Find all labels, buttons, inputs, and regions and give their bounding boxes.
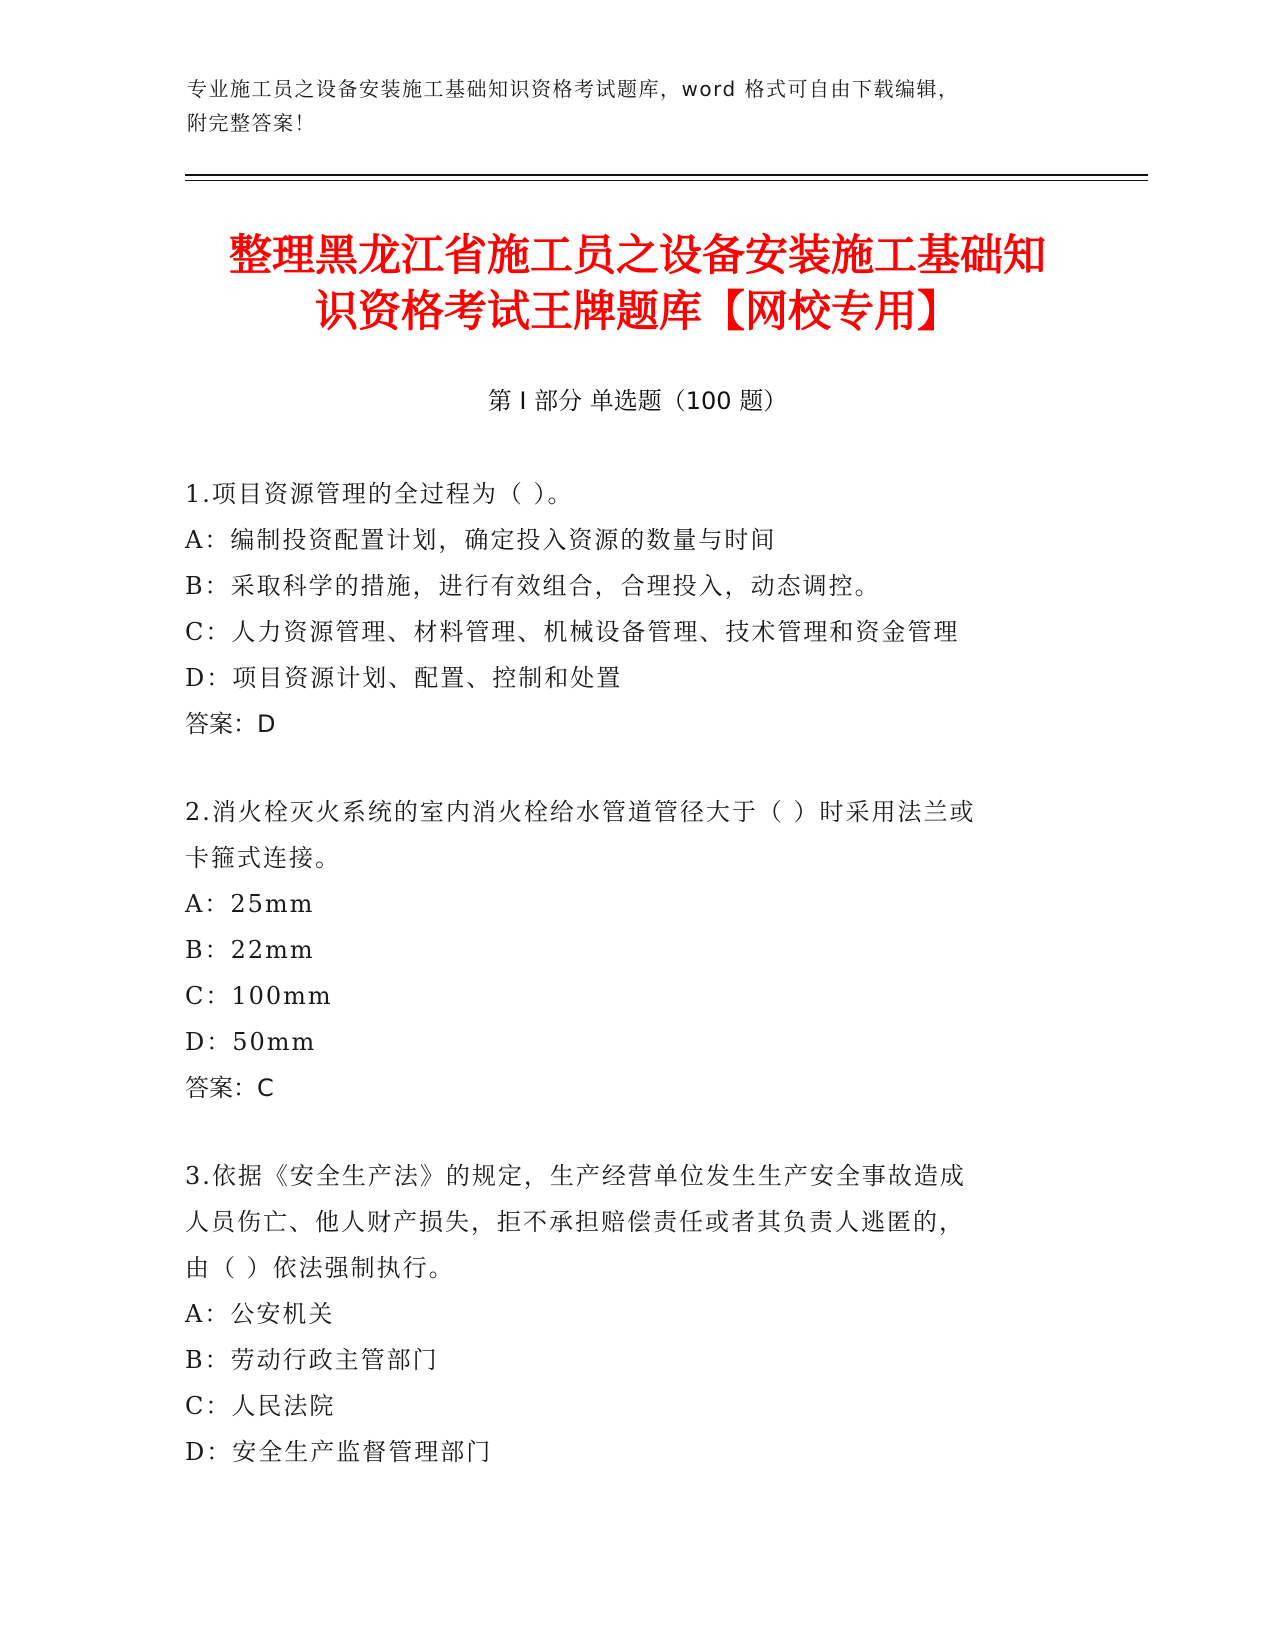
option-d: D：50mm <box>185 1028 317 1056</box>
question-3 <box>185 1153 1085 1475</box>
question-stem-continued: 人员伤亡、他人财产损失，拒不承担赔偿责任或者其负责人逃匿的， <box>185 1208 965 1236</box>
option-d: D：安全生产监督管理部门 <box>185 1438 493 1466</box>
header-note <box>187 72 1087 140</box>
option-a: A：编制投资配置计划，确定投入资源的数量与时间 <box>185 526 777 554</box>
answer-label: 答案：D <box>185 710 276 738</box>
option-b: B：22mm <box>185 936 315 964</box>
option-a: A：25mm <box>185 890 315 918</box>
option-c: C：人力资源管理、材料管理、机械设备管理、技术管理和资金管理 <box>185 618 960 646</box>
header-note-line-1: 专业施工员之设备安装施工基础知识资格考试题库，word 格式可自由下载编辑， <box>187 77 960 101</box>
header-divider-thick <box>185 174 1148 176</box>
question-stem: 2.消火栓灭火系统的室内消火栓给水管道管径大于（ ）时采用法兰或 <box>185 798 976 826</box>
document-title-line-2: 识资格考试王牌题库【网校专用】 <box>315 287 960 337</box>
option-b: B：劳动行政主管部门 <box>185 1346 439 1374</box>
question-stem-continued: 卡箍式连接。 <box>185 844 341 872</box>
question-stem-continued: 由（ ）依法强制执行。 <box>185 1254 455 1282</box>
document-title <box>60 228 1215 340</box>
question-stem: 3.依据《安全生产法》的规定，生产经营单位发生生产安全事故造成 <box>185 1162 966 1190</box>
section-title: 第 I 部分 单选题（100 题） <box>487 387 788 415</box>
question-2 <box>185 789 1085 1111</box>
question-stem: 1.项目资源管理的全过程为（ ）。 <box>185 480 574 508</box>
header-divider-thin <box>185 180 1148 181</box>
question-1 <box>185 471 1085 747</box>
option-c: C：人民法院 <box>185 1392 336 1420</box>
option-d: D：项目资源计划、配置、控制和处置 <box>185 664 623 692</box>
answer-label: 答案：C <box>185 1074 274 1102</box>
option-c: C：100mm <box>185 982 333 1010</box>
document-title-line-1: 整理黑龙江省施工员之设备安装施工基础知 <box>229 231 1046 281</box>
option-b: B：采取科学的措施，进行有效组合，合理投入，动态调控。 <box>185 572 881 600</box>
option-a: A：公安机关 <box>185 1300 335 1328</box>
header-note-line-2: 附完整答案！ <box>187 111 316 135</box>
